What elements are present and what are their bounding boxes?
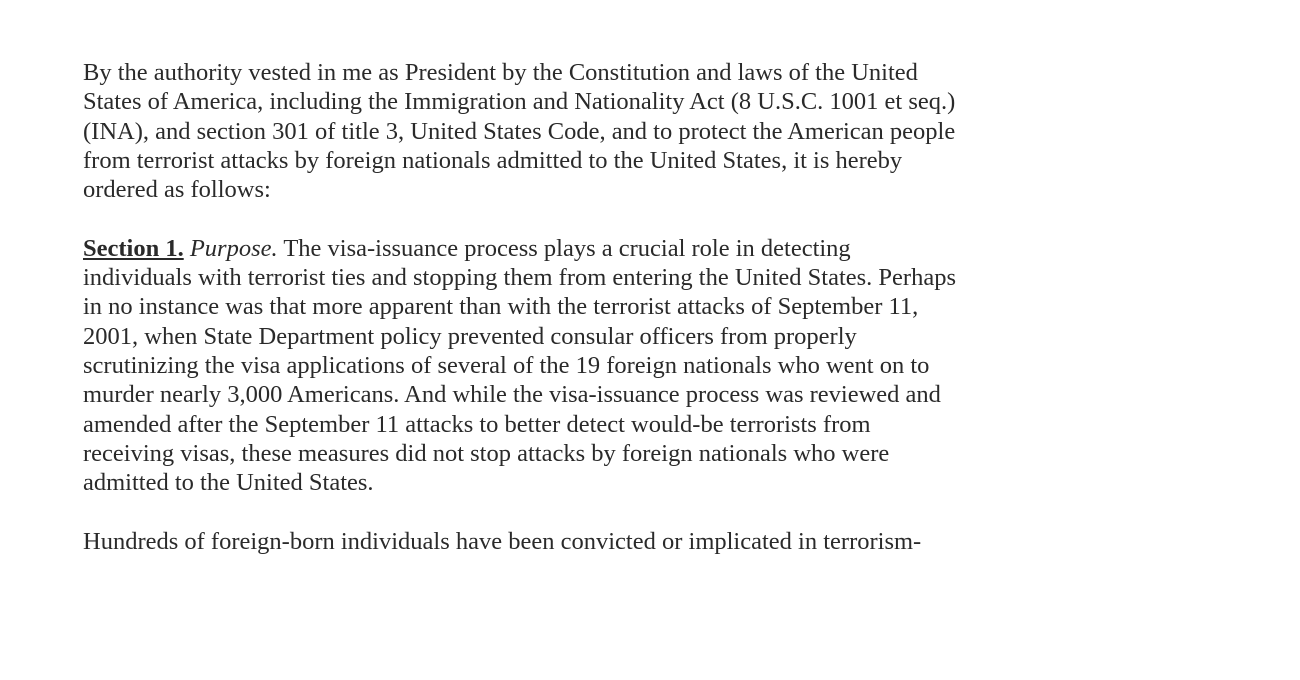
section-1-line: admitted to the United States. bbox=[83, 469, 374, 497]
paragraph-gap bbox=[83, 497, 1243, 526]
section-1-first-line-text: The visa-issuance process plays a crucial role in detecting bbox=[277, 234, 851, 262]
preamble-line: ordered as follows: bbox=[83, 176, 271, 204]
section-1-line: scrutinizing the visa applications of several of the 19 foreign nationals who went on to bbox=[83, 351, 930, 379]
document-body bbox=[83, 58, 1243, 556]
paragraph-2-line: Hundreds of foreign-born individuals have been convicted or implicated in terrorism- bbox=[83, 527, 922, 555]
section-1-line: individuals with terrorist ties and stopping them from entering the United States. Perhaps bbox=[83, 264, 957, 292]
preamble-paragraph bbox=[83, 58, 1243, 204]
section-1-line: amended after the September 11 attacks to better detect would-be terrorists from bbox=[83, 410, 871, 438]
section-1-line: 2001, when State Department policy prevented consular officers from properly bbox=[83, 322, 857, 350]
preamble-line: By the authority vested in me as President by the Constitution and laws of the United bbox=[83, 59, 918, 86]
section-1-line: murder nearly 3,000 Americans. And while the visa-issuance process was reviewed and bbox=[83, 381, 941, 409]
paragraph-2 bbox=[83, 527, 1243, 556]
section-1-paragraph bbox=[83, 234, 1243, 498]
preamble-line: States of America, including the Immigration and Nationality Act (8 U.S.C. 1001 et seq.) bbox=[83, 88, 956, 116]
preamble-line: (INA), and section 301 of title 3, United States Code, and to protect the American people bbox=[83, 117, 956, 145]
preamble-line: from terrorist attacks by foreign nationals admitted to the United States, it is hereby bbox=[83, 146, 903, 174]
section-1-line: receiving visas, these measures did not stop attacks by foreign nationals who were bbox=[83, 439, 890, 467]
section-1-title: Purpose. bbox=[189, 234, 278, 262]
paragraph-gap bbox=[83, 204, 1243, 233]
section-1-heading: Section 1. bbox=[83, 234, 184, 262]
section-1-line: in no instance was that more apparent than with the terrorist attacks of September 11, bbox=[83, 293, 919, 321]
section-1-first-line bbox=[83, 234, 1243, 263]
